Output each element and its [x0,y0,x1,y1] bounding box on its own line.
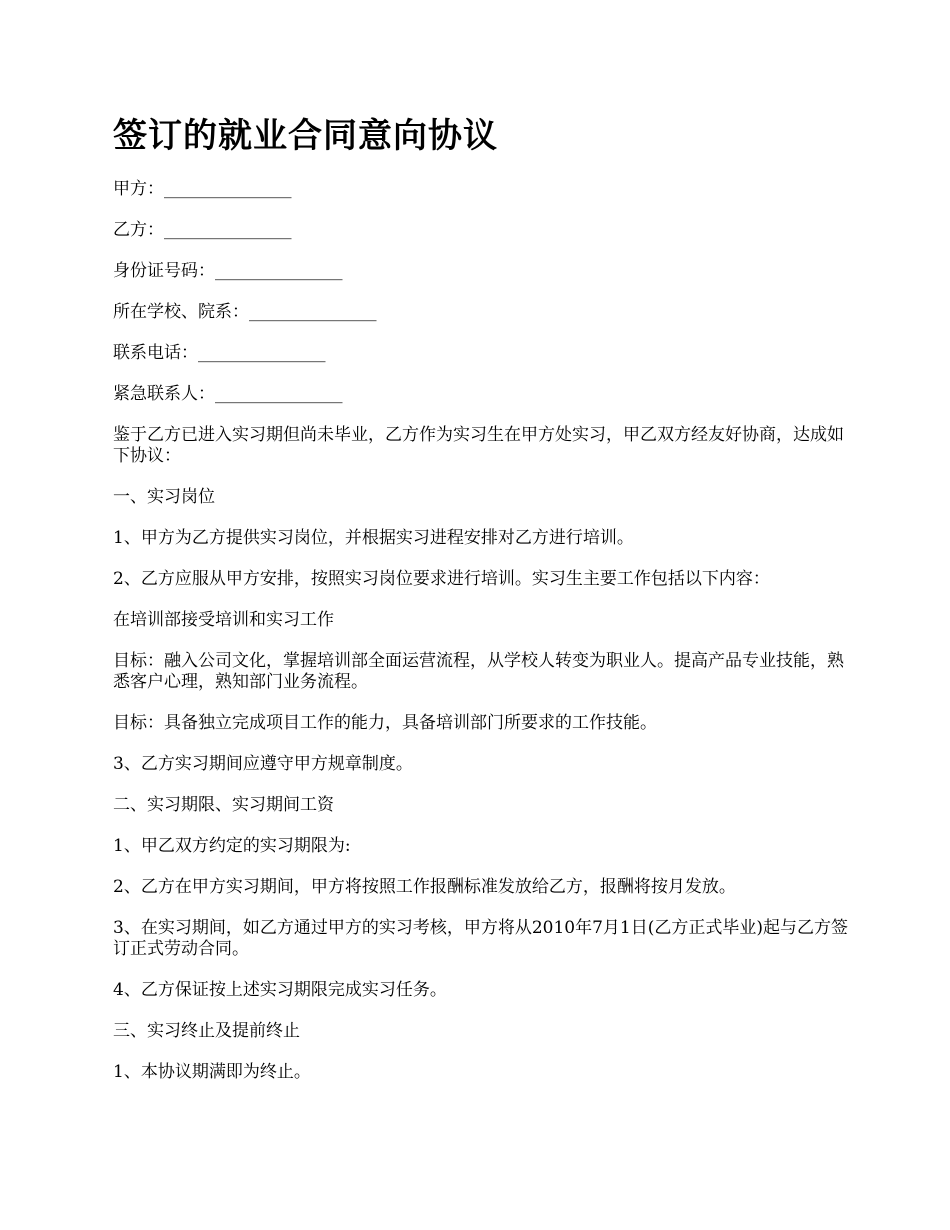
clause-2-3: 3、在实习期间，如乙方通过甲方的实习考核，甲方将从2010年7月1日(乙方正式毕业)起与乙方签订正式劳动合同。 [113,918,848,959]
party-b-line: 乙方：_______________ [113,220,292,240]
section-heading-1: 一、实习岗位 [113,487,215,507]
goal-paragraph-2: 目标：具备独立完成项目工作的能力，具备培训部门所要求的工作技能。 [113,713,657,733]
school-line: 所在学校、院系：_______________ [113,302,377,322]
clause-2-2: 2、乙方在甲方实习期间，甲方将按照工作报酬标准发放给乙方，报酬将按月发放。 [113,877,736,897]
clause-2-1: 1、甲乙双方约定的实习期限为: [113,836,351,856]
preamble-paragraph: 鉴于乙方已进入实习期但尚未毕业，乙方作为实习生在甲方处实习，甲乙双方经友好协商，达成如下协议： [113,425,844,466]
section-heading-2: 二、实习期限、实习期间工资 [113,795,334,815]
section-heading-3: 三、实习终止及提前终止 [113,1021,300,1041]
document-title: 签订的就业合同意向协议 [113,116,498,156]
clause-1-2: 2、乙方应服从甲方安排，按照实习岗位要求进行培训。实习生主要工作包括以下内容： [113,569,770,589]
clause-1-3: 3、乙方实习期间应遵守甲方规章制度。 [113,754,413,774]
emergency-contact-line: 紧急联系人：_______________ [113,384,343,404]
clause-2-4: 4、乙方保证按上述实习期限完成实习任务。 [113,980,447,1000]
work-content-line: 在培训部接受培训和实习工作 [113,610,334,630]
document-page [113,108,853,1103]
clause-1-1: 1、甲方为乙方提供实习岗位，并根据实习进程安排对乙方进行培训。 [113,528,634,548]
clause-3-1: 1、本协议期满即为终止。 [113,1062,311,1082]
party-a-line: 甲方：_______________ [113,179,292,199]
id-number-line: 身份证号码：_______________ [113,261,343,281]
phone-line: 联系电话：_______________ [113,343,326,363]
goal-paragraph-1: 目标：融入公司文化，掌握培训部全面运营流程，从学校人转变为职业人。提高产品专业技能，熟悉客户心理，熟知部门业务流程。 [113,651,844,692]
